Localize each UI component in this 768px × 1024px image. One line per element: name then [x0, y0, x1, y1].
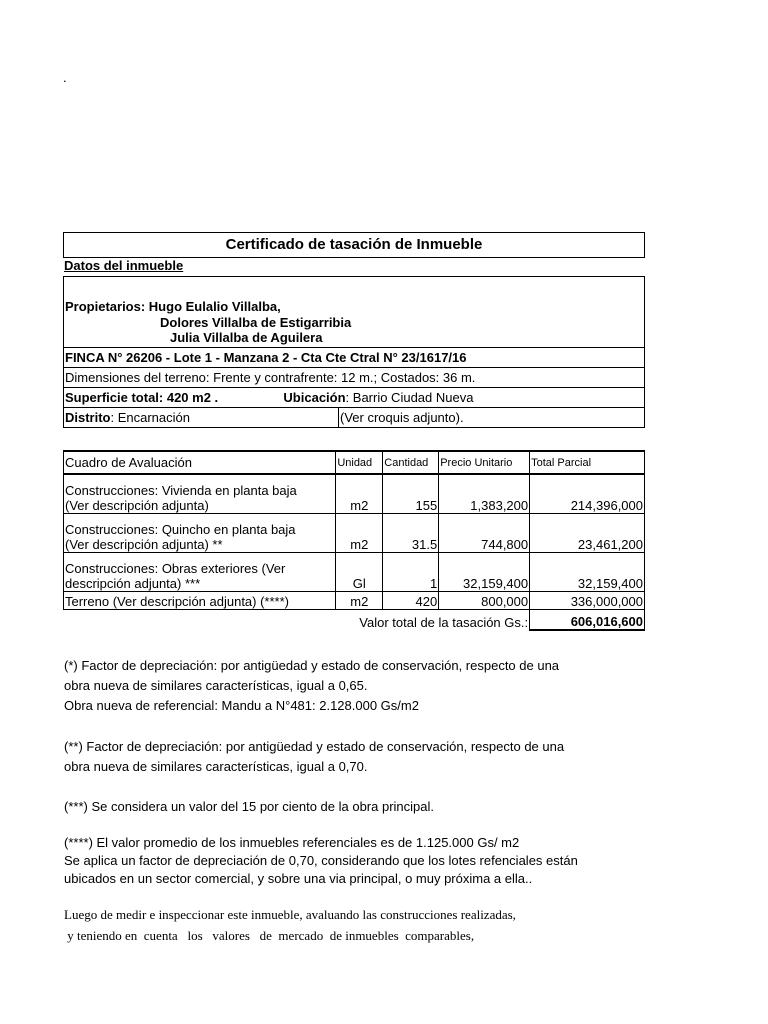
total-label: Valor total de la tasación Gs.:	[359, 615, 529, 630]
note-1-line-a: (*) Factor de depreciación: por antigüedad y estado de conservación, respecto de una	[64, 658, 560, 673]
propietarios-line-2: Dolores Villalba de Estigarribia	[160, 315, 352, 330]
distrito-label: Distrito	[65, 410, 111, 425]
row-cantidad: 155	[383, 474, 439, 514]
superficie: Superficie total: 420 m2 .	[65, 390, 219, 405]
superficie-ubicacion-line	[64, 388, 645, 408]
note-4-line-c: ubicados en un sector comercial, y sobre una via principal, o muy próxima a ella..	[64, 871, 533, 886]
desc-line-2: descripción adjunta) ***	[65, 576, 201, 591]
finca-line: FINCA N° 26206 - Lote 1 - Manzana 2 - Cta Cte Ctral N° 23/1617/16	[64, 348, 645, 368]
row-unidad: m2	[336, 592, 383, 610]
total-value: 606,016,600	[530, 610, 645, 631]
table-row	[64, 514, 645, 553]
table-row	[64, 553, 645, 592]
closing-line-1: Luego de medir e inspeccionar este inmueble, avaluando las construcciones realizadas,	[64, 907, 516, 922]
ubicacion-value: : Barrio Ciudad Nueva	[345, 390, 474, 405]
header-cuadro: Cuadro de Avaluación	[64, 451, 336, 474]
row-unidad: m2	[336, 474, 383, 514]
header-total: Total Parcial	[530, 451, 645, 474]
row-total: 214,396,000	[530, 474, 645, 514]
closing-line-2: y teniendo en cuenta los valores de mercado de inmuebles comparables,	[64, 928, 475, 943]
row-description	[64, 553, 336, 592]
desc-line-1: Construcciones: Vivienda en planta baja	[65, 483, 297, 498]
note-3: (***) Se considera un valor del 15 por ciento de la obra principal.	[64, 799, 434, 814]
desc-line-1: Construcciones: Obras exteriores (Ver	[65, 561, 286, 576]
row-total: 336,000,000	[530, 592, 645, 610]
note-4-line-b: Se aplica un factor de depreciación de 0,70, considerando que los lotes refenciales están	[64, 853, 578, 868]
note-1-line-b: obra nueva de similares características, igual a 0,65.	[64, 678, 368, 693]
row-description	[64, 514, 336, 553]
row-precio: 744,800	[439, 514, 530, 553]
total-row	[64, 610, 645, 631]
datos-label: Datos del inmueble	[64, 258, 184, 273]
desc-line-1: Construcciones: Quincho en planta baja	[65, 522, 296, 537]
croquis-cell: (Ver croquis adjunto).	[339, 408, 645, 428]
row-description	[64, 474, 336, 514]
row-precio: 1,383,200	[439, 474, 530, 514]
header-precio: Precio Unitario	[439, 451, 530, 474]
note-4	[64, 834, 578, 888]
desc-line-2: (Ver descripción adjunta)	[65, 498, 209, 513]
dimensiones-line: Dimensiones del terreno: Frente y contrafrente: 12 m.; Costados: 36 m.	[64, 368, 645, 388]
propietarios-line-3: Julia Villalba de Aguilera	[170, 330, 323, 345]
row-description: Terreno (Ver descripción adjunta) (****)	[64, 592, 336, 610]
note-4-line-a: (****) El valor promedio de los inmuebles referenciales es de 1.125.000 Gs/ m2	[64, 835, 520, 850]
ubicacion-label: Ubicación	[283, 390, 346, 405]
avaluo-table	[63, 450, 645, 631]
row-unidad: Gl	[336, 553, 383, 592]
note-2	[64, 737, 564, 777]
distrito-cell	[64, 408, 339, 428]
note-2-line-b: obra nueva de similares características, igual a 0,70.	[64, 759, 368, 774]
property-info-table	[63, 347, 645, 428]
note-2-line-a: (**) Factor de depreciación: por antigüedad y estado de conservación, respecto de una	[64, 739, 565, 754]
row-cantidad: 1	[383, 553, 439, 592]
row-total: 32,159,400	[530, 553, 645, 592]
note-1-line-c: Obra nueva de referencial: Mandu a N°481: 2.128.000 Gs/m2	[64, 698, 419, 713]
row-cantidad: 420	[383, 592, 439, 610]
closing-paragraph	[64, 904, 516, 946]
document-title: Certificado de tasación de Inmueble	[63, 232, 645, 258]
top-dot: .	[63, 70, 67, 85]
note-1	[64, 656, 559, 716]
row-unidad: m2	[336, 514, 383, 553]
table-row	[64, 474, 645, 514]
header-unidad: Unidad	[336, 451, 383, 474]
table-row	[64, 592, 645, 610]
desc-line-2: (Ver descripción adjunta) **	[65, 537, 223, 552]
propietarios-box	[63, 276, 645, 348]
header-cantidad: Cantidad	[383, 451, 439, 474]
row-cantidad: 31.5	[383, 514, 439, 553]
row-precio: 800,000	[439, 592, 530, 610]
avaluo-header-row	[64, 451, 645, 474]
row-precio: 32,159,400	[439, 553, 530, 592]
row-total: 23,461,200	[530, 514, 645, 553]
propietarios-line-1: Propietarios: Hugo Eulalio Villalba,	[65, 299, 281, 314]
distrito-value: : Encarnación	[110, 410, 190, 425]
